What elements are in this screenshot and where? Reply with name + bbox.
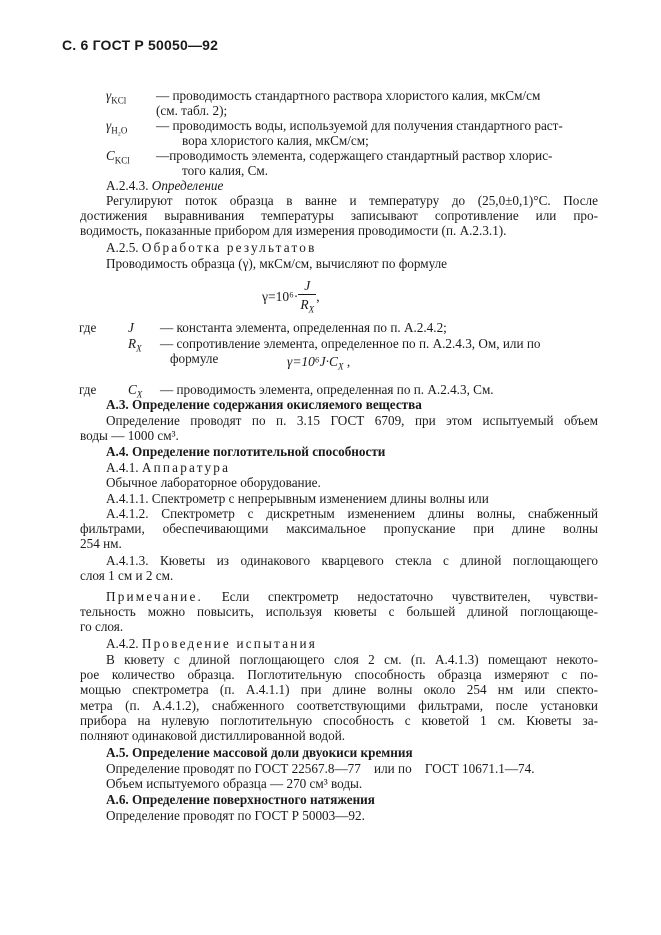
paragraph-a4-1-3: А.4.1.3. Кюветы из одинакового кварцевого стекла с длиной поглощающего слоя 1 см и 2 см.	[80, 553, 598, 584]
where-label-1: где	[79, 320, 97, 335]
paragraph-a6: Определение проводят по ГОСТ Р 50003—92.	[106, 808, 365, 823]
section-heading-a6: А.6. Определение поверхностного натяжения	[106, 792, 375, 807]
note-label: Примечание.	[106, 589, 203, 604]
formula-conductivity: γ=10⁶· $\frac{J}{R_X}$ ,	[262, 278, 320, 315]
where-label-2: где	[79, 382, 97, 397]
definition-gamma-h2o: $\gamma_{H_2O}$ — проводимость воды, используемой для получения стандартного раст- вора хлористого калия, мкСм/см;	[106, 118, 563, 149]
definition-c-kcl: $C_{KCl}$ —проводимость элемента, содержащего стандартный раствор хлорис- того калия, См.	[106, 148, 553, 179]
note-paragraph: Примечание. Если спектрометр недостаточно чувствителен, чувстви- тельность можно повысить, используя кюветы с большей длиной поглощающе- го слоя.	[80, 589, 598, 635]
page-header: С. 6 ГОСТ Р 50050—92	[62, 37, 219, 53]
section-heading-a5: А.5. Определение массовой доли двуокиси кремния	[106, 745, 413, 760]
paragraph-a4-2: В кювету с длиной поглощающего слоя 2 см. (п. А.4.1.3) помещают некото- рое количество образца. Поглотительную способность образца измеряют с по- мощью спектрометра (п. А.4.1.1) при длине волны около 254 нм или спекто- метра (п. А.4.1.2), снабженного соответствующими фильтрами, после установки прибора на нулевую поглотительную способность с кюветой 1 см. Кюветы за- полняют одинаковой дистиллированной водой.	[80, 652, 598, 744]
paragraph-a2-5: Проводимость образца (γ), мкСм/см, вычисляют по формуле	[106, 256, 448, 271]
paragraph-a2-4-3: Регулируют поток образца в ванне и температуру до (25,0±0,1)°С. После достижения выравнивания температуры записывают сопротивление или про- водимость, показанные прибором для измерения проводимости (п. А.2.3.1).	[80, 193, 598, 239]
section-heading-a2-5: А.2.5. Обработка результатов	[106, 240, 317, 255]
section-heading-a4: А.4. Определение поглотительной способности	[106, 444, 386, 459]
definition-gamma-kcl: $\gamma_{KCl}$ — проводимость стандартного раствора хлористого калия, мкСм/см (см. табл. 2);	[106, 88, 541, 119]
where-item-cx: $C_X$ — проводимость элемента, определенная по п. А.2.4.3, См.	[128, 382, 494, 400]
section-heading-a4-1: А.4.1. Аппаратура	[106, 460, 231, 475]
paragraph-a4-1-1: А.4.1.1. Спектрометр с непрерывным изменением длины волны или	[106, 491, 489, 506]
where-item-rx: $R_X$ — сопротивление элемента, определенное по п. А.2.4.3, Ом, или по формуле	[128, 336, 541, 367]
formula-conductivity-alt: $\gamma=10^6J\cdot C_X$ ,	[287, 354, 351, 372]
where-item-j: J — константа элемента, определенная по п. А.2.4.2;	[128, 320, 447, 335]
section-heading-a4-2: А.4.2. Проведение испытания	[106, 636, 318, 651]
paragraph-a3: Определение проводят по п. 3.15 ГОСТ 6709, при этом испытуемый объем воды — 1000 см³.	[80, 413, 598, 444]
paragraph-a4-1: Обычное лабораторное оборудование.	[106, 475, 321, 490]
paragraph-a4-1-2: А.4.1.2. Спектрометр с дискретным изменением длины волны, снабженный фильтрами, обеспечивающими максимальное пропускание при длине волны 254 нм.	[80, 506, 598, 552]
section-heading-a3: А.3. Определение содержания окисляемого вещества	[106, 397, 422, 412]
section-heading-a2-4-3: А.2.4.3. Определение	[106, 178, 224, 193]
paragraph-a5: Определение проводят по ГОСТ 22567.8—77 или по ГОСТ 10671.1—74. Объем испытуемого образца — 270 см³ воды.	[106, 761, 535, 792]
